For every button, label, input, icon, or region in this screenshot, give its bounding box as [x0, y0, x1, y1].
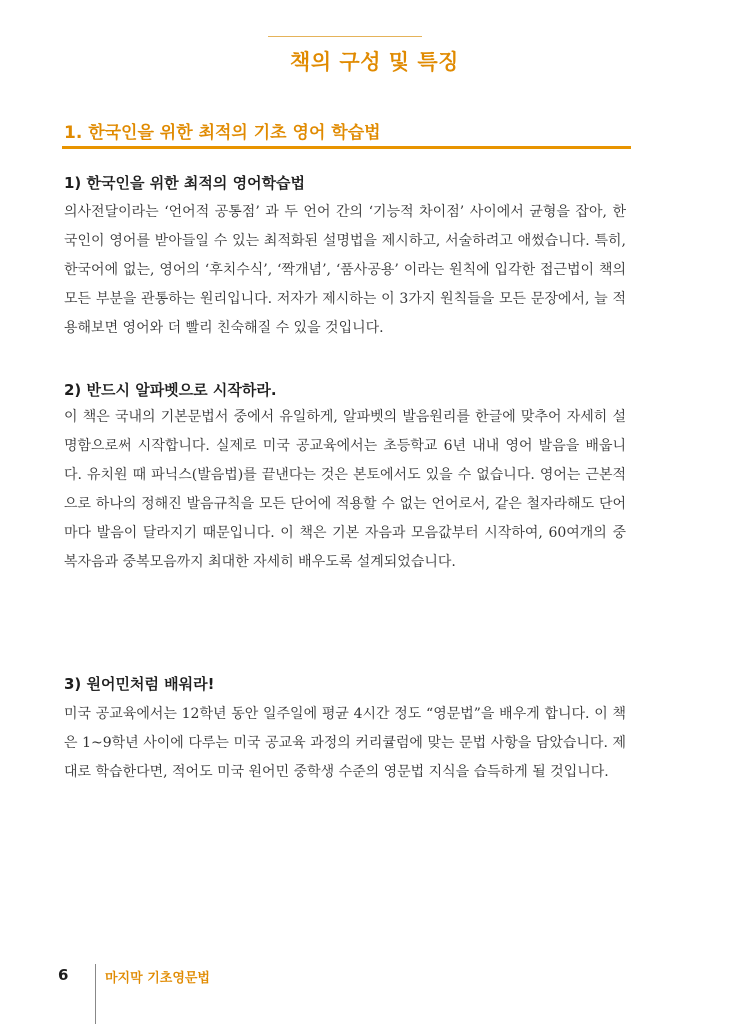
section-title: 1. 한국인을 위한 최적의 기초 영어 학습법 [64, 123, 381, 143]
section-divider [62, 146, 631, 149]
footer-divider [95, 964, 96, 1024]
page-title: 책의 구성 및 특징 [290, 50, 459, 74]
top-decorative-rule [268, 36, 422, 37]
subsection-body-1: 의사전달이라는 ‘언어적 공통점’ 과 두 언어 간의 ‘기능적 차이점’ 사이에서 균형을 잡아, 한국인이 영어를 받아들일 수 있는 최적화된 설명법을 제시하고, 서술하려고 애썼습니다. 특히, 한국어에 없는, 영어의 ‘후치수식’, ‘짝개념’, ‘품사공용’ 이라는 원칙에 입각한 접근법이 책의 모든 부분을 관통하는 원리입니다. 저자가 제시하는 이 3가지 원칙들을 모든 문장에서, 늘 적용해보면 영어와 더 빨리 친숙해질 수 있을 것입니다. [64, 204, 626, 336]
subsection-heading-1: 1) 한국인을 위한 최적의 영어학습법 [64, 174, 306, 192]
subsection-heading-3: 3) 원어민처럼 배워라! [64, 675, 215, 693]
footer-book-title: 마지막 기초영문법 [105, 971, 210, 986]
page-number: 6 [58, 966, 69, 984]
subsection-body-3: 미국 공교육에서는 12학년 동안 일주일에 평균 4시간 정도 “영문법”을 배우게 합니다. 이 책은 1~9학년 사이에 다루는 미국 공교육 과정의 커리큘럼에 맞는 문법 사항을 담았습니다. 제대로 학습한다면, 적어도 미국 원어민 중학생 수준의 영문법 지식을 습득하게 될 것입니다. [64, 706, 626, 780]
subsection-heading-2: 2) 반드시 알파벳으로 시작하라. [64, 381, 277, 399]
subsection-body-2: 이 책은 국내의 기본문법서 중에서 유일하게, 알파벳의 발음원리를 한글에 맞추어 자세히 설명함으로써 시작합니다. 실제로 미국 공교육에서는 초등학교 6년 내내 영어 발음을 배웁니다. 유치원 때 파닉스(발음법)를 끝낸다는 것은 본토에서도 있을 수 없습니다. 영어는 근본적으로 하나의 정해진 발음규칙을 모든 단어에 적용할 수 없는 언어로서, 같은 철자라해도 단어마다 발음이 달라지기 때문입니다. 이 책은 기본 자음과 모음값부터 시작하여, 60여개의 중복자음과 중복모음까지 최대한 자세히 배우도록 설계되었습니다. [64, 409, 626, 570]
